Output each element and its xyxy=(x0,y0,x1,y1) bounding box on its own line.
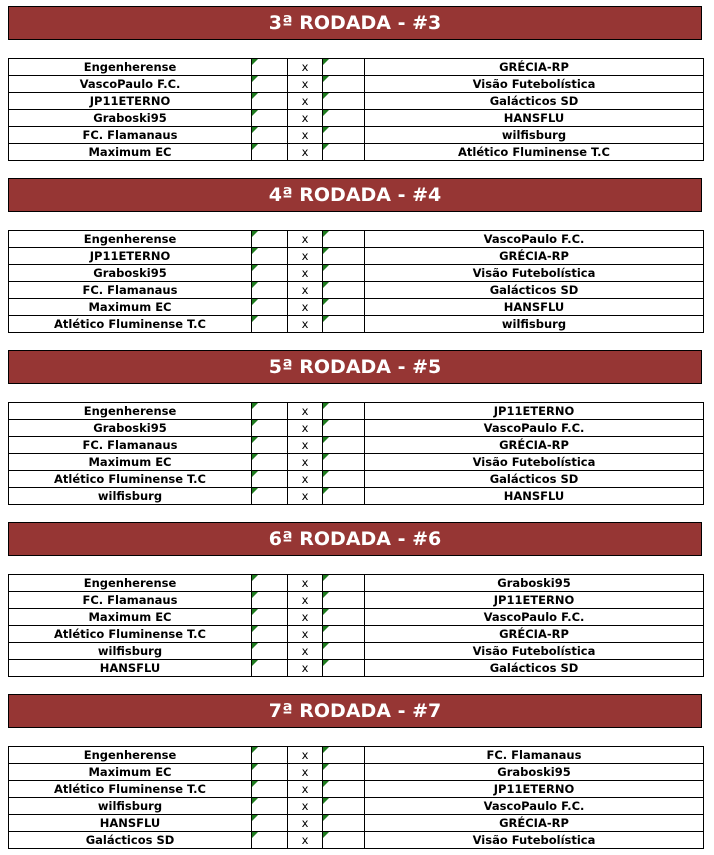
table-row xyxy=(9,747,704,764)
away-team-cell[interactable]: GRÉCIA-RP xyxy=(365,59,704,76)
comment-marker-icon xyxy=(252,265,258,271)
comment-marker-icon xyxy=(252,609,258,615)
home-score-cell[interactable] xyxy=(252,643,288,660)
table-row xyxy=(9,454,704,471)
versus-cell[interactable]: x xyxy=(288,316,323,333)
table-row xyxy=(9,815,704,832)
versus-cell[interactable]: x xyxy=(288,127,323,144)
away-score-cell[interactable] xyxy=(323,76,365,93)
versus-cell[interactable]: x xyxy=(288,609,323,626)
round-title: 5ª RODADA - #5 xyxy=(8,350,702,384)
table-row xyxy=(9,316,704,333)
away-team-cell[interactable]: HANSFLU xyxy=(365,299,704,316)
table-row xyxy=(9,437,704,454)
away-score-cell[interactable] xyxy=(323,282,365,299)
away-score-cell[interactable] xyxy=(323,110,365,127)
comment-marker-icon xyxy=(323,316,329,322)
home-score-cell[interactable] xyxy=(252,609,288,626)
comment-marker-icon xyxy=(323,144,329,150)
comment-marker-icon xyxy=(252,781,258,787)
versus-cell[interactable]: x xyxy=(288,76,323,93)
home-team-cell[interactable]: Maximum EC xyxy=(9,299,252,316)
away-score-cell[interactable] xyxy=(323,231,365,248)
comment-marker-icon xyxy=(252,76,258,82)
home-team-cell[interactable]: JP11ETERNO xyxy=(9,248,252,265)
home-team-cell[interactable]: Graboski95 xyxy=(9,110,252,127)
home-score-cell[interactable] xyxy=(252,282,288,299)
away-team-cell[interactable]: GRÉCIA-RP xyxy=(365,248,704,265)
comment-marker-icon xyxy=(323,832,329,838)
home-team-cell[interactable]: JP11ETERNO xyxy=(9,93,252,110)
away-team-cell[interactable]: VascoPaulo F.C. xyxy=(365,420,704,437)
comment-marker-icon xyxy=(252,420,258,426)
home-score-cell[interactable] xyxy=(252,781,288,798)
home-score-cell[interactable] xyxy=(252,420,288,437)
table-row xyxy=(9,59,704,76)
away-team-cell[interactable]: Graboski95 xyxy=(365,764,704,781)
home-score-cell[interactable] xyxy=(252,144,288,161)
away-score-cell[interactable] xyxy=(323,420,365,437)
home-team-cell[interactable]: wilfisburg xyxy=(9,488,252,505)
comment-marker-icon xyxy=(252,764,258,770)
versus-cell[interactable]: x xyxy=(288,764,323,781)
matches-table xyxy=(8,230,704,333)
away-score-cell[interactable] xyxy=(323,609,365,626)
matches-table xyxy=(8,402,704,505)
comment-marker-icon xyxy=(323,798,329,804)
home-score-cell[interactable] xyxy=(252,626,288,643)
versus-cell[interactable]: x xyxy=(288,660,323,677)
away-team-cell[interactable]: wilfisburg xyxy=(365,127,704,144)
away-score-cell[interactable] xyxy=(323,592,365,609)
versus-cell[interactable]: x xyxy=(288,798,323,815)
away-team-cell[interactable]: Atlético Fluminense T.C xyxy=(365,144,704,161)
comment-marker-icon xyxy=(252,660,258,666)
away-team-cell[interactable]: Graboski95 xyxy=(365,575,704,592)
comment-marker-icon xyxy=(323,110,329,116)
versus-cell[interactable]: x xyxy=(288,144,323,161)
table-row xyxy=(9,76,704,93)
versus-cell[interactable]: x xyxy=(288,815,323,832)
comment-marker-icon xyxy=(252,248,258,254)
away-team-cell[interactable]: JP11ETERNO xyxy=(365,781,704,798)
away-team-cell[interactable]: VascoPaulo F.C. xyxy=(365,798,704,815)
away-team-cell[interactable]: HANSFLU xyxy=(365,110,704,127)
home-score-cell[interactable] xyxy=(252,471,288,488)
comment-marker-icon xyxy=(323,781,329,787)
versus-cell[interactable]: x xyxy=(288,437,323,454)
comment-marker-icon xyxy=(323,127,329,133)
home-score-cell[interactable] xyxy=(252,764,288,781)
comment-marker-icon xyxy=(252,575,258,581)
table-row xyxy=(9,403,704,420)
away-score-cell[interactable] xyxy=(323,781,365,798)
versus-cell[interactable]: x xyxy=(288,454,323,471)
comment-marker-icon xyxy=(323,471,329,477)
comment-marker-icon xyxy=(323,643,329,649)
home-score-cell[interactable] xyxy=(252,316,288,333)
versus-cell[interactable]: x xyxy=(288,93,323,110)
comment-marker-icon xyxy=(323,265,329,271)
home-team-cell[interactable]: Galácticos SD xyxy=(9,832,252,849)
home-team-cell[interactable]: wilfisburg xyxy=(9,643,252,660)
home-team-cell[interactable]: FC. Flamanaus xyxy=(9,592,252,609)
versus-cell[interactable]: x xyxy=(288,110,323,127)
home-team-cell[interactable]: Atlético Fluminense T.C xyxy=(9,626,252,643)
table-row xyxy=(9,282,704,299)
comment-marker-icon xyxy=(323,299,329,305)
matches-table xyxy=(8,574,704,677)
table-row xyxy=(9,660,704,677)
versus-cell[interactable]: x xyxy=(288,626,323,643)
away-team-cell[interactable]: HANSFLU xyxy=(365,488,704,505)
versus-cell[interactable]: x xyxy=(288,231,323,248)
home-score-cell[interactable] xyxy=(252,403,288,420)
away-team-cell[interactable]: Visão Futebolística xyxy=(365,265,704,282)
away-team-cell[interactable]: VascoPaulo F.C. xyxy=(365,231,704,248)
away-score-cell[interactable] xyxy=(323,316,365,333)
comment-marker-icon xyxy=(323,437,329,443)
comment-marker-icon xyxy=(323,488,329,494)
home-score-cell[interactable] xyxy=(252,299,288,316)
versus-cell[interactable]: x xyxy=(288,575,323,592)
comment-marker-icon xyxy=(323,747,329,753)
away-score-cell[interactable] xyxy=(323,299,365,316)
away-score-cell[interactable] xyxy=(323,660,365,677)
versus-cell[interactable]: x xyxy=(288,59,323,76)
versus-cell[interactable]: x xyxy=(288,265,323,282)
comment-marker-icon xyxy=(252,299,258,305)
away-score-cell[interactable] xyxy=(323,488,365,505)
away-score-cell[interactable] xyxy=(323,626,365,643)
away-team-cell[interactable]: Visão Futebolística xyxy=(365,643,704,660)
matches-table xyxy=(8,746,704,849)
home-team-cell[interactable]: Graboski95 xyxy=(9,265,252,282)
home-team-cell[interactable]: Engenherense xyxy=(9,575,252,592)
comment-marker-icon xyxy=(323,93,329,99)
away-score-cell[interactable] xyxy=(323,764,365,781)
away-team-cell[interactable]: wilfisburg xyxy=(365,316,704,333)
comment-marker-icon xyxy=(323,626,329,632)
comment-marker-icon xyxy=(252,798,258,804)
comment-marker-icon xyxy=(252,316,258,322)
table-row xyxy=(9,488,704,505)
round-title: 6ª RODADA - #6 xyxy=(8,522,702,556)
comment-marker-icon xyxy=(323,59,329,65)
matches-table xyxy=(8,58,704,161)
table-row xyxy=(9,265,704,282)
home-team-cell[interactable]: VascoPaulo F.C. xyxy=(9,76,252,93)
away-team-cell[interactable]: Visão Futebolística xyxy=(365,454,704,471)
home-score-cell[interactable] xyxy=(252,488,288,505)
comment-marker-icon xyxy=(252,282,258,288)
away-score-cell[interactable] xyxy=(323,403,365,420)
home-team-cell[interactable]: Atlético Fluminense T.C xyxy=(9,471,252,488)
home-team-cell[interactable]: Maximum EC xyxy=(9,454,252,471)
away-score-cell[interactable] xyxy=(323,747,365,764)
away-team-cell[interactable]: GRÉCIA-RP xyxy=(365,437,704,454)
away-team-cell[interactable]: Galácticos SD xyxy=(365,471,704,488)
away-team-cell[interactable]: VascoPaulo F.C. xyxy=(365,609,704,626)
round-title: 7ª RODADA - #7 xyxy=(8,694,702,728)
table-row xyxy=(9,420,704,437)
home-team-cell[interactable]: Maximum EC xyxy=(9,609,252,626)
away-score-cell[interactable] xyxy=(323,471,365,488)
away-team-cell[interactable]: Visão Futebolística xyxy=(365,832,704,849)
away-score-cell[interactable] xyxy=(323,437,365,454)
away-score-cell[interactable] xyxy=(323,643,365,660)
away-team-cell[interactable]: JP11ETERNO xyxy=(365,403,704,420)
comment-marker-icon xyxy=(323,403,329,409)
home-score-cell[interactable] xyxy=(252,76,288,93)
home-score-cell[interactable] xyxy=(252,815,288,832)
comment-marker-icon xyxy=(252,454,258,460)
table-row xyxy=(9,781,704,798)
versus-cell[interactable]: x xyxy=(288,299,323,316)
table-row xyxy=(9,832,704,849)
comment-marker-icon xyxy=(252,592,258,598)
comment-marker-icon xyxy=(323,420,329,426)
home-team-cell[interactable]: HANSFLU xyxy=(9,660,252,677)
versus-cell[interactable]: x xyxy=(288,488,323,505)
table-row xyxy=(9,93,704,110)
comment-marker-icon xyxy=(252,231,258,237)
home-team-cell[interactable]: HANSFLU xyxy=(9,815,252,832)
table-row xyxy=(9,110,704,127)
comment-marker-icon xyxy=(323,660,329,666)
home-score-cell[interactable] xyxy=(252,575,288,592)
comment-marker-icon xyxy=(323,592,329,598)
table-row xyxy=(9,626,704,643)
home-score-cell[interactable] xyxy=(252,110,288,127)
table-row xyxy=(9,127,704,144)
home-score-cell[interactable] xyxy=(252,454,288,471)
away-score-cell[interactable] xyxy=(323,265,365,282)
comment-marker-icon xyxy=(323,609,329,615)
comment-marker-icon xyxy=(252,815,258,821)
away-score-cell[interactable] xyxy=(323,454,365,471)
home-team-cell[interactable]: Engenherense xyxy=(9,747,252,764)
home-score-cell[interactable] xyxy=(252,265,288,282)
home-team-cell[interactable]: Graboski95 xyxy=(9,420,252,437)
home-score-cell[interactable] xyxy=(252,660,288,677)
comment-marker-icon xyxy=(323,76,329,82)
table-row xyxy=(9,798,704,815)
versus-cell[interactable]: x xyxy=(288,403,323,420)
home-team-cell[interactable]: Engenherense xyxy=(9,59,252,76)
table-row xyxy=(9,592,704,609)
comment-marker-icon xyxy=(323,231,329,237)
comment-marker-icon xyxy=(323,248,329,254)
away-score-cell[interactable] xyxy=(323,127,365,144)
home-score-cell[interactable] xyxy=(252,832,288,849)
comment-marker-icon xyxy=(323,815,329,821)
comment-marker-icon xyxy=(252,437,258,443)
home-score-cell[interactable] xyxy=(252,127,288,144)
away-score-cell[interactable] xyxy=(323,832,365,849)
away-score-cell[interactable] xyxy=(323,798,365,815)
away-team-cell[interactable]: GRÉCIA-RP xyxy=(365,815,704,832)
away-team-cell[interactable]: Visão Futebolística xyxy=(365,76,704,93)
comment-marker-icon xyxy=(252,59,258,65)
comment-marker-icon xyxy=(252,488,258,494)
round-title: 4ª RODADA - #4 xyxy=(8,178,702,212)
versus-cell[interactable]: x xyxy=(288,282,323,299)
table-row xyxy=(9,575,704,592)
home-score-cell[interactable] xyxy=(252,59,288,76)
home-score-cell[interactable] xyxy=(252,437,288,454)
comment-marker-icon xyxy=(323,575,329,581)
home-team-cell[interactable]: FC. Flamanaus xyxy=(9,282,252,299)
comment-marker-icon xyxy=(252,471,258,477)
comment-marker-icon xyxy=(323,764,329,770)
away-score-cell[interactable] xyxy=(323,248,365,265)
home-team-cell[interactable]: FC. Flamanaus xyxy=(9,437,252,454)
home-team-cell[interactable]: wilfisburg xyxy=(9,798,252,815)
comment-marker-icon xyxy=(252,643,258,649)
home-team-cell[interactable]: Atlético Fluminense T.C xyxy=(9,781,252,798)
home-team-cell[interactable]: Atlético Fluminense T.C xyxy=(9,316,252,333)
versus-cell[interactable]: x xyxy=(288,248,323,265)
home-score-cell[interactable] xyxy=(252,798,288,815)
away-score-cell[interactable] xyxy=(323,575,365,592)
away-score-cell[interactable] xyxy=(323,59,365,76)
comment-marker-icon xyxy=(252,93,258,99)
away-score-cell[interactable] xyxy=(323,93,365,110)
away-team-cell[interactable]: Galácticos SD xyxy=(365,660,704,677)
table-row xyxy=(9,643,704,660)
comment-marker-icon xyxy=(252,626,258,632)
table-row xyxy=(9,764,704,781)
comment-marker-icon xyxy=(252,403,258,409)
round-title: 3ª RODADA - #3 xyxy=(8,6,702,40)
comment-marker-icon xyxy=(252,127,258,133)
home-score-cell[interactable] xyxy=(252,248,288,265)
away-team-cell[interactable]: GRÉCIA-RP xyxy=(365,626,704,643)
comment-marker-icon xyxy=(252,144,258,150)
comment-marker-icon xyxy=(323,282,329,288)
home-score-cell[interactable] xyxy=(252,93,288,110)
table-row xyxy=(9,471,704,488)
home-score-cell[interactable] xyxy=(252,592,288,609)
versus-cell[interactable]: x xyxy=(288,471,323,488)
comment-marker-icon xyxy=(323,454,329,460)
versus-cell[interactable]: x xyxy=(288,420,323,437)
home-team-cell[interactable]: Maximum EC xyxy=(9,764,252,781)
home-team-cell[interactable]: Maximum EC xyxy=(9,144,252,161)
table-row xyxy=(9,231,704,248)
versus-cell[interactable]: x xyxy=(288,643,323,660)
away-team-cell[interactable]: FC. Flamanaus xyxy=(365,747,704,764)
comment-marker-icon xyxy=(252,747,258,753)
away-team-cell[interactable]: Galácticos SD xyxy=(365,282,704,299)
home-score-cell[interactable] xyxy=(252,231,288,248)
comment-marker-icon xyxy=(252,110,258,116)
table-row xyxy=(9,248,704,265)
table-row xyxy=(9,609,704,626)
home-score-cell[interactable] xyxy=(252,747,288,764)
table-row xyxy=(9,144,704,161)
table-row xyxy=(9,299,704,316)
comment-marker-icon xyxy=(252,832,258,838)
versus-cell[interactable]: x xyxy=(288,832,323,849)
away-score-cell[interactable] xyxy=(323,815,365,832)
away-team-cell[interactable]: Galácticos SD xyxy=(365,93,704,110)
home-team-cell[interactable]: Engenherense xyxy=(9,403,252,420)
versus-cell[interactable]: x xyxy=(288,781,323,798)
home-team-cell[interactable]: Engenherense xyxy=(9,231,252,248)
away-score-cell[interactable] xyxy=(323,144,365,161)
versus-cell[interactable]: x xyxy=(288,747,323,764)
home-team-cell[interactable]: FC. Flamanaus xyxy=(9,127,252,144)
away-team-cell[interactable]: JP11ETERNO xyxy=(365,592,704,609)
versus-cell[interactable]: x xyxy=(288,592,323,609)
